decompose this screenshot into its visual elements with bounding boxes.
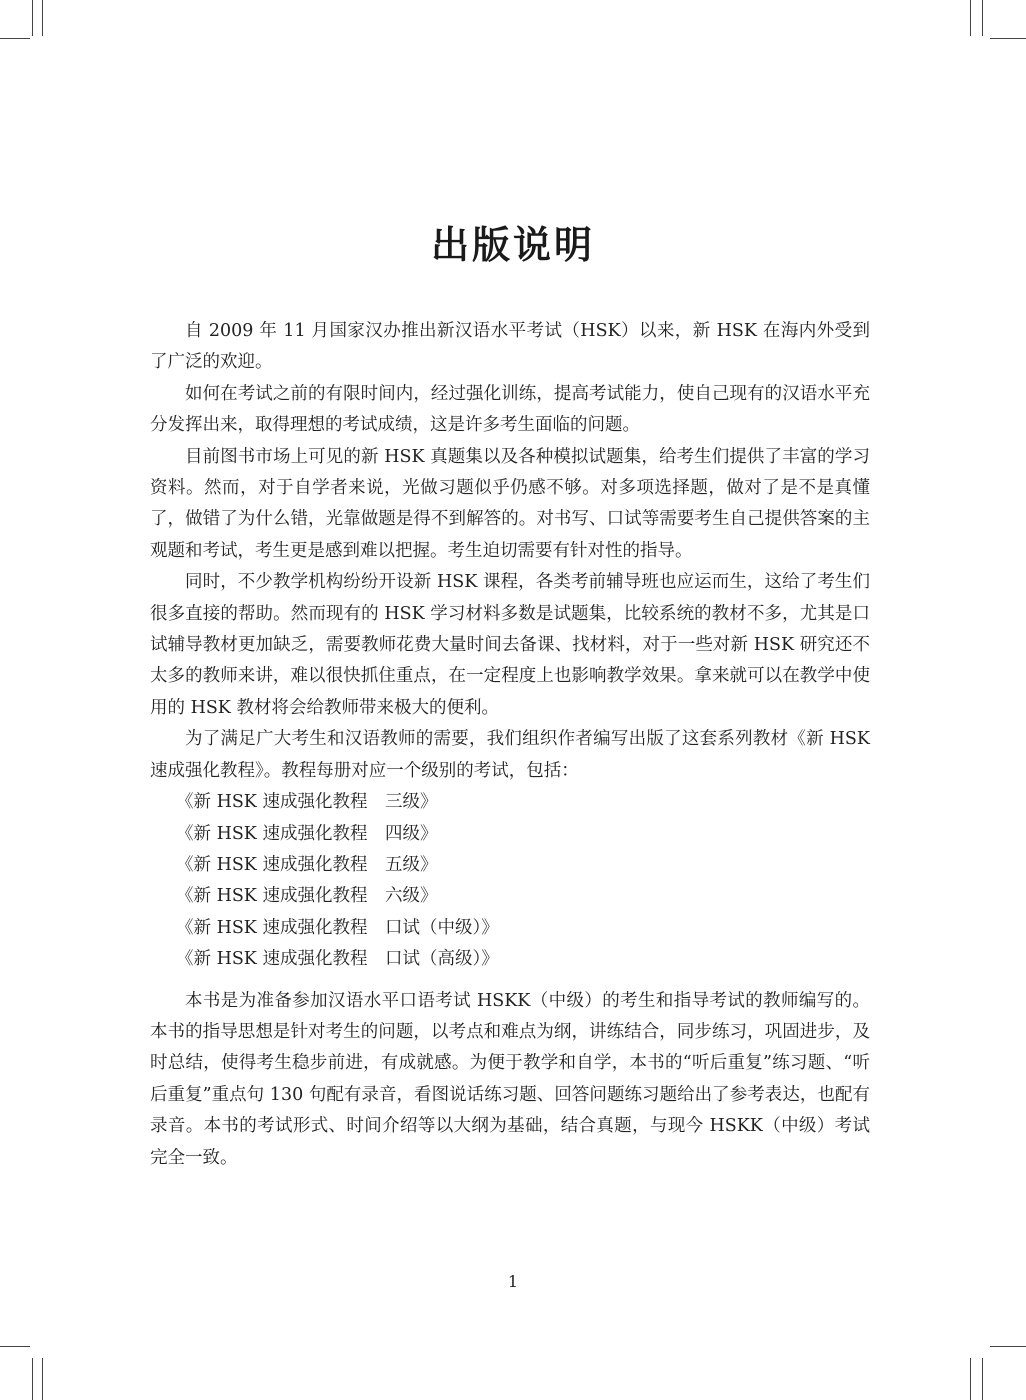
book-list-item: 《新 HSK 速成强化教程 口试（高级）》	[176, 949, 499, 970]
paragraph: 自 2009 年 11 月国家汉办推出新汉语水平考试（HSK）以来，新 HSK 在海内外受到了广泛的欢迎。	[150, 321, 870, 373]
paragraph: 同时，不少教学机构纷纷开设新 HSK 课程，各类考前辅导班也应运而生，这给了考生们很多直接的帮助。然而现有的 HSK 学习材料多数是试题集，比较系统的教材不多，尤其是口试辅导教材更加缺乏，需要教师花费大量时间去备课、找材料，对于一些对新 HSK 研究还不太多的教师来讲，难以很快抓住重点，在一定程度上也影响教学效果。拿来就可以在教学中使用的 HSK 教材将会给教师带来极大的便利。	[150, 572, 870, 718]
crop-mark	[982, 0, 983, 36]
paragraph: 如何在考试之前的有限时间内，经过强化训练，提高考试能力，使自己现有的汉语水平充分发挥出来，取得理想的考试成绩，这是许多考生面临的问题。	[150, 383, 870, 436]
crop-mark	[990, 38, 1026, 39]
crop-mark	[42, 0, 43, 36]
crop-mark	[32, 0, 33, 36]
crop-mark	[982, 1358, 983, 1400]
crop-mark	[0, 38, 30, 39]
book-list-item: 《新 HSK 速成强化教程 六级》	[176, 886, 438, 907]
paragraph: 目前图书市场上可见的新 HSK 真题集以及各种模拟试题集，给考生们提供了丰富的学习资料。然而，对于自学者来说，光做习题似乎仍感不够。对多项选择题，做对了是不是真懂了，做错了为什么错，光靠做题是得不到解答的。对书写、口试等需要考生自己提供答案的主观题和考试，考生更是感到难以把握。考生迫切需要有针对性的指导。	[150, 446, 870, 561]
page-number: 1	[507, 1272, 519, 1291]
paragraph: 为了满足广大考生和汉语教师的需要，我们组织作者编写出版了这套系列教材《新 HSK 速成强化教程》。教程每册对应一个级别的考试，包括：	[150, 729, 870, 781]
document-body	[150, 316, 870, 1174]
crop-mark	[42, 1358, 43, 1400]
crop-mark	[0, 1346, 30, 1347]
book-list-item: 《新 HSK 速成强化教程 口试（中级）》	[176, 917, 499, 938]
book-list-item: 《新 HSK 速成强化教程 五级》	[176, 854, 438, 875]
crop-mark	[970, 1358, 971, 1400]
crop-mark	[970, 0, 971, 36]
book-list-item: 《新 HSK 速成强化教程 四级》	[176, 823, 438, 844]
page-title: 出版说明	[430, 223, 595, 267]
crop-mark	[990, 1346, 1026, 1347]
closing-paragraph: 本书是为准备参加汉语水平口语考试 HSKK（中级）的考生和指导考试的教师编写的。本书的指导思想是针对考生的问题，以考点和难点为纲，讲练结合，同步练习，巩固进步，及时总结，使得考生稳步前进，有成就感。为便于教学和自学，本书的“听后重复”练习题、“听后重复”重点句 130 句配有录音，看图说话练习题、回答问题练习题给出了参考表达，也配有录音。本书的考试形式、时间介绍等以大纲为基础，结合真题，与现今 HSKK（中级）考试完全一致。	[150, 990, 870, 1168]
book-list	[150, 787, 870, 975]
book-list-item: 《新 HSK 速成强化教程 三级》	[176, 792, 438, 813]
crop-mark	[32, 1358, 33, 1400]
